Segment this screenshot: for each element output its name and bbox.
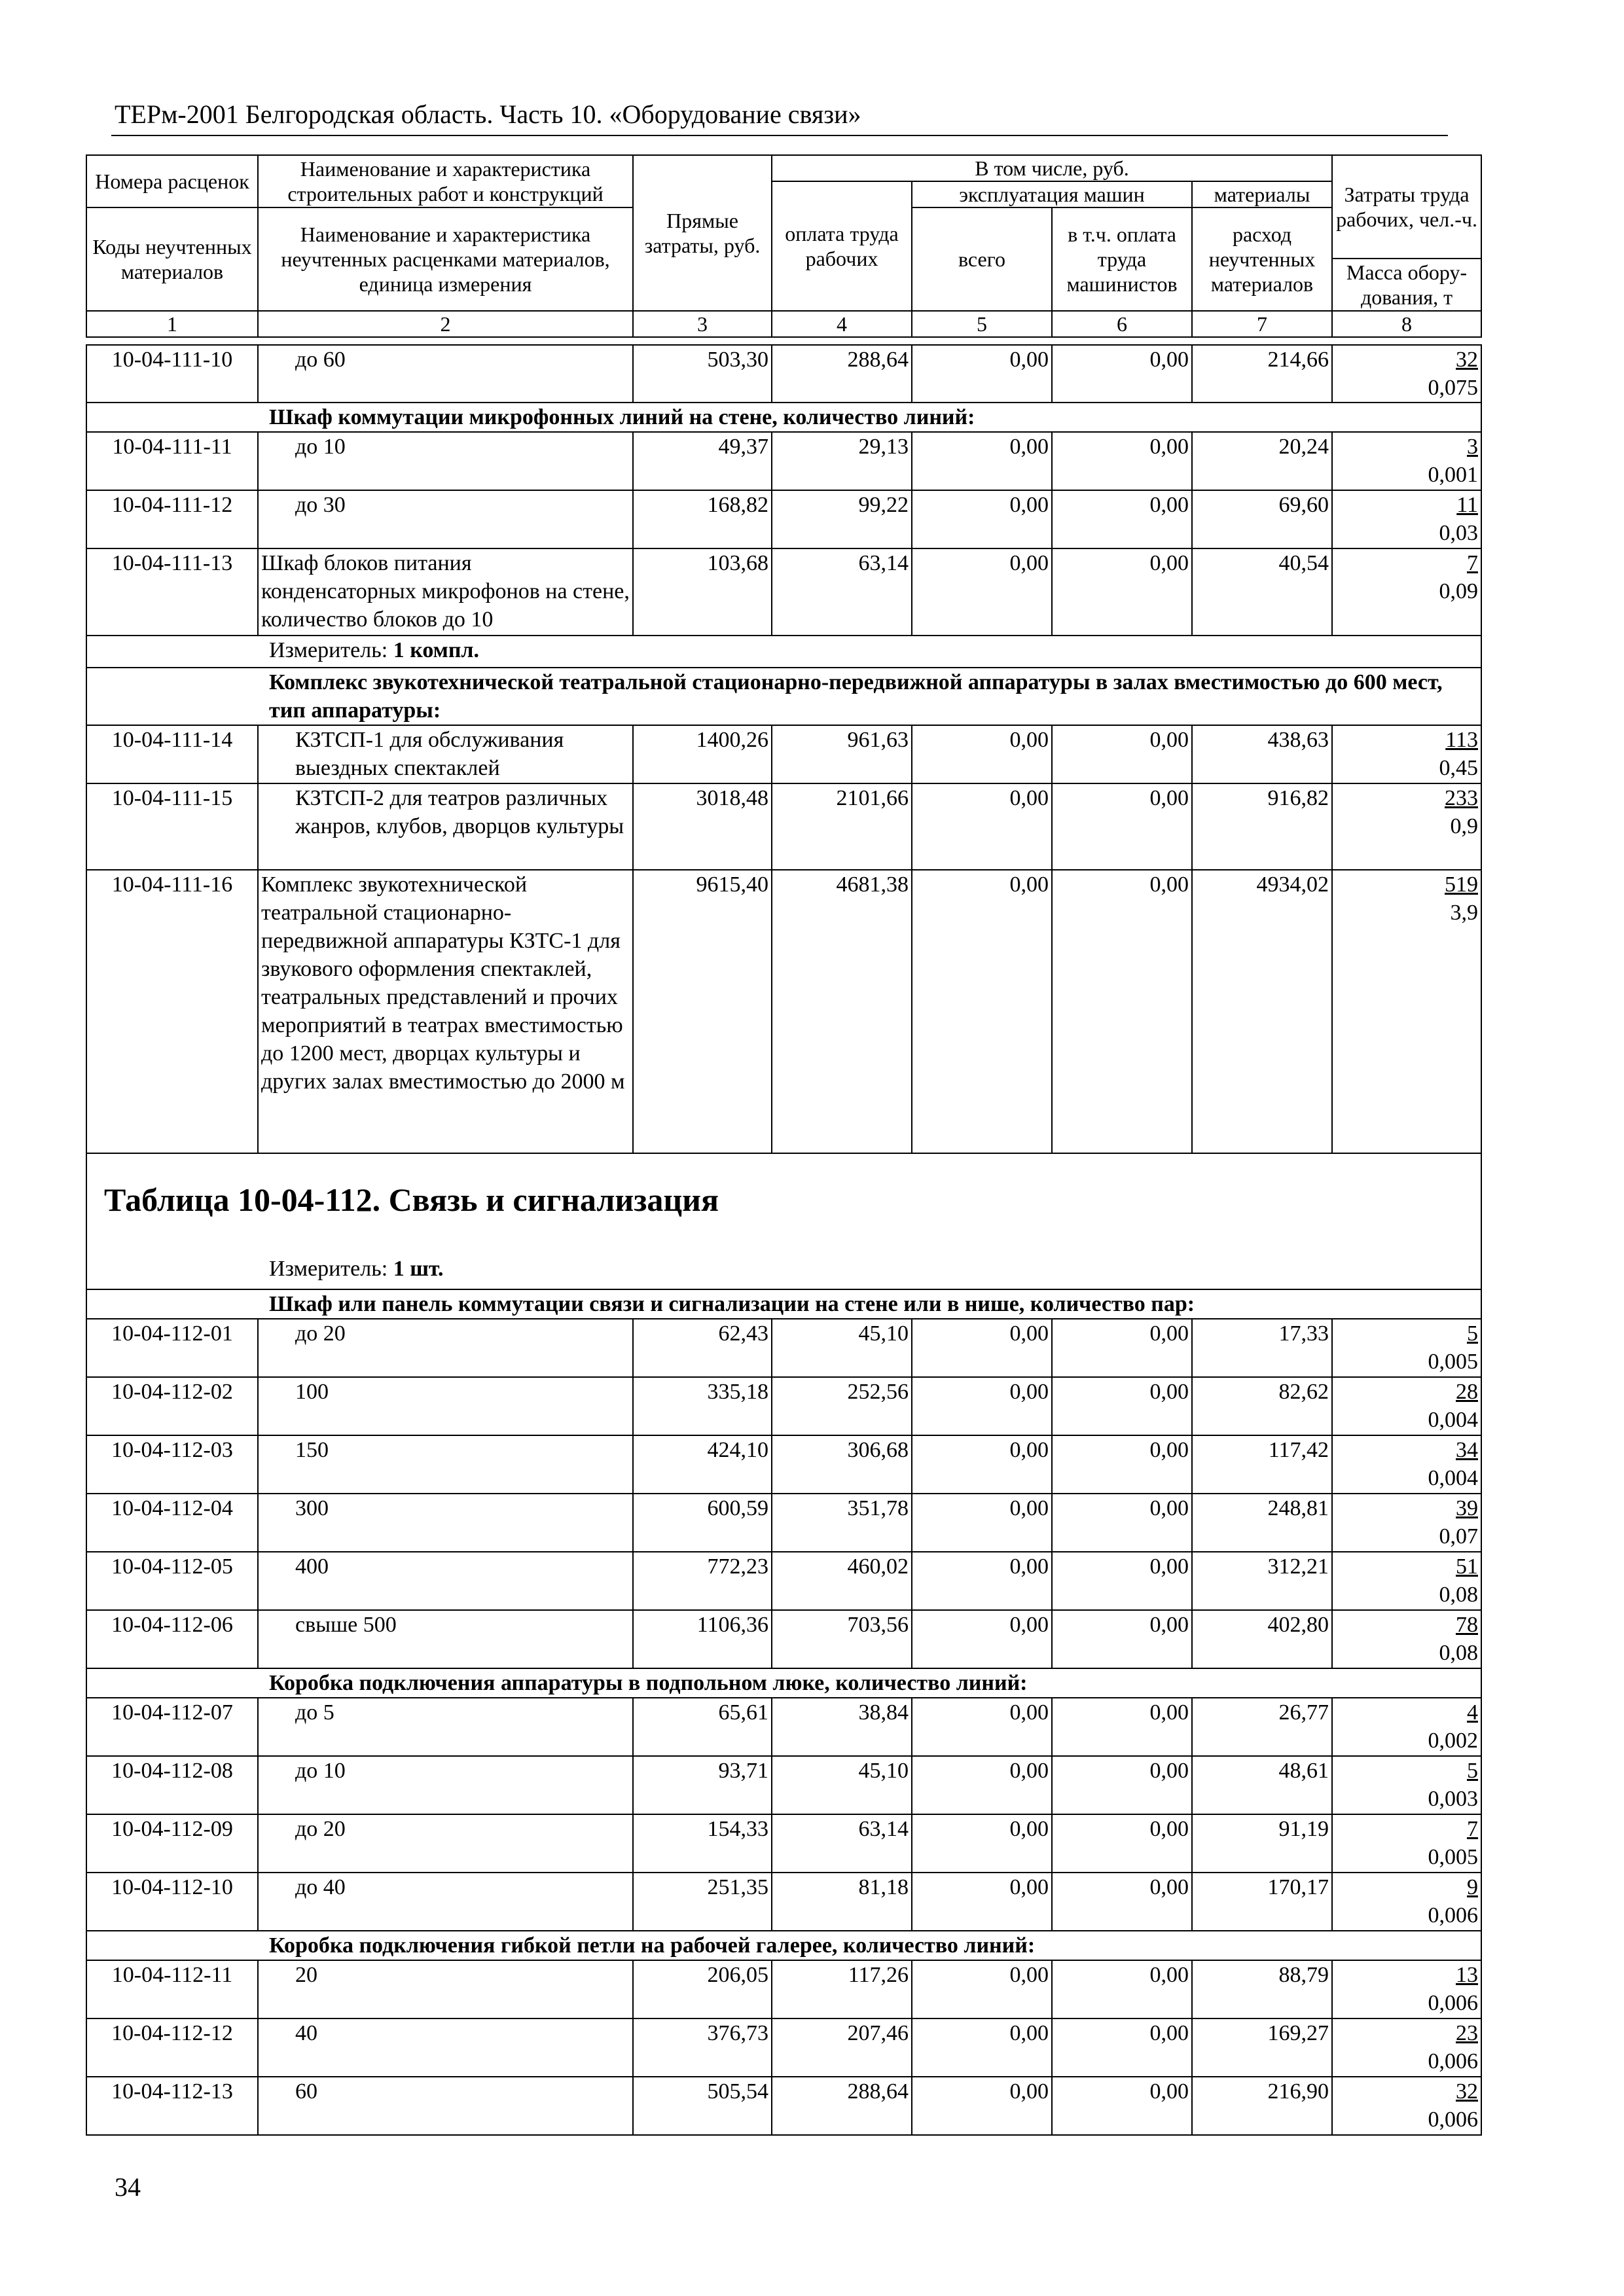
machines-wages: 0,00 <box>1052 2077 1192 2135</box>
labor-value: 23 <box>1456 2021 1478 2045</box>
materials: 117,42 <box>1192 1435 1332 1494</box>
measure-unit <box>86 636 1481 668</box>
direct-costs: 49,37 <box>633 432 772 490</box>
rate-code: 10-04-112-06 <box>86 1610 258 1668</box>
labor-and-mass <box>1332 432 1481 490</box>
machines-total: 0,00 <box>912 432 1052 490</box>
machines-wages: 0,00 <box>1052 490 1192 548</box>
direct-costs: 9615,40 <box>633 870 772 1153</box>
labor-value: 39 <box>1456 1496 1478 1520</box>
wages: 4681,38 <box>772 870 912 1153</box>
machines-wages: 0,00 <box>1052 1960 1192 2018</box>
rate-code: 10-04-112-07 <box>86 1698 258 1756</box>
labor-and-mass <box>1332 1552 1481 1610</box>
labor-value: 78 <box>1456 1613 1478 1637</box>
machines-total: 0,00 <box>912 548 1052 636</box>
labor-value: 11 <box>1456 493 1478 517</box>
work-name: 300 <box>258 1494 633 1552</box>
work-name: до 5 <box>258 1698 633 1756</box>
machines-wages: 0,00 <box>1052 1377 1192 1435</box>
labor-and-mass <box>1332 1435 1481 1494</box>
materials: 91,19 <box>1192 1814 1332 1873</box>
table-row <box>86 1552 1481 1610</box>
machines-wages: 0,00 <box>1052 783 1192 870</box>
work-name: до 30 <box>258 490 633 548</box>
section-title: Шкаф коммутации микрофонных линий на стене, количество линий: <box>86 403 1481 432</box>
materials: 170,17 <box>1192 1873 1332 1931</box>
materials: 88,79 <box>1192 1960 1332 2018</box>
rate-code: 10-04-112-03 <box>86 1435 258 1494</box>
machines-total: 0,00 <box>912 1610 1052 1668</box>
table-row <box>86 548 1481 636</box>
wages: 29,13 <box>772 432 912 490</box>
rate-code: 10-04-112-02 <box>86 1377 258 1435</box>
direct-costs: 65,61 <box>633 1698 772 1756</box>
labor-value: 7 <box>1467 1817 1478 1841</box>
machines-wages: 0,00 <box>1052 870 1192 1153</box>
table-row <box>86 1494 1481 1552</box>
wages: 306,68 <box>772 1435 912 1494</box>
wages: 63,14 <box>772 548 912 636</box>
labor-and-mass <box>1332 345 1481 403</box>
col-number: 8 <box>1332 311 1481 337</box>
table-title: Таблица 10-04-112. Связь и сигнализация <box>86 1153 1481 1255</box>
machines-total: 0,00 <box>912 1319 1052 1377</box>
labor-and-mass <box>1332 490 1481 548</box>
section-title: Коробка подключения аппаратуры в подпольном люке, количество линий: <box>86 1668 1481 1698</box>
direct-costs: 93,71 <box>633 1756 772 1814</box>
direct-costs: 62,43 <box>633 1319 772 1377</box>
mass-value: 0,075 <box>1428 376 1478 400</box>
machines-wages: 0,00 <box>1052 345 1192 403</box>
header-mass: Масса обору-дования, т <box>1332 259 1481 311</box>
rate-code: 10-04-112-12 <box>86 2018 258 2077</box>
labor-and-mass <box>1332 783 1481 870</box>
work-name: до 20 <box>258 1319 633 1377</box>
wages: 252,56 <box>772 1377 912 1435</box>
work-name: КЗТСП-1 для обслуживания выездных спектаклей <box>258 725 633 783</box>
labor-value: 4 <box>1467 1700 1478 1725</box>
header-machines-wages: в т.ч. оплата труда машинистов <box>1052 207 1192 311</box>
section-title: Комплекс звукотехнической театральной стационарно-передвижной аппаратуры в залах вместимостью до 600 мест, тип аппаратуры: <box>86 668 1481 725</box>
section-row <box>86 1289 1481 1319</box>
labor-and-mass <box>1332 870 1481 1153</box>
labor-value: 3 <box>1467 435 1478 459</box>
page-number: 34 <box>115 2172 141 2202</box>
machines-total: 0,00 <box>912 1552 1052 1610</box>
labor-value: 519 <box>1445 872 1478 897</box>
work-name: до 20 <box>258 1814 633 1873</box>
header-in-that: В том числе, руб. <box>772 155 1332 181</box>
rate-code: 10-04-111-14 <box>86 725 258 783</box>
direct-costs: 335,18 <box>633 1377 772 1435</box>
machines-wages: 0,00 <box>1052 1756 1192 1814</box>
col-number: 3 <box>633 311 772 337</box>
section-row <box>86 1931 1481 1960</box>
wages: 45,10 <box>772 1756 912 1814</box>
col-number: 2 <box>258 311 633 337</box>
direct-costs: 168,82 <box>633 490 772 548</box>
machines-wages: 0,00 <box>1052 1873 1192 1931</box>
table-row <box>86 490 1481 548</box>
labor-and-mass <box>1332 1377 1481 1435</box>
labor-value: 13 <box>1456 1963 1478 1987</box>
mass-value: 0,005 <box>1428 1845 1478 1869</box>
rate-code: 10-04-112-11 <box>86 1960 258 2018</box>
machines-total: 0,00 <box>912 1435 1052 1494</box>
table-row <box>86 1814 1481 1873</box>
mass-value: 0,001 <box>1428 463 1478 487</box>
price-table <box>86 344 1482 2136</box>
labor-and-mass <box>1332 2018 1481 2077</box>
wages: 703,56 <box>772 1610 912 1668</box>
materials: 248,81 <box>1192 1494 1332 1552</box>
table-row <box>86 1610 1481 1668</box>
mass-value: 0,003 <box>1428 1787 1478 1811</box>
mass-value: 3,9 <box>1450 901 1478 925</box>
table-row <box>86 1960 1481 2018</box>
materials: 214,66 <box>1192 345 1332 403</box>
materials: 48,61 <box>1192 1756 1332 1814</box>
running-header: ТЕРм-2001 Белгородская область. Часть 10. «Оборудование связи» <box>115 99 861 129</box>
direct-costs: 103,68 <box>633 548 772 636</box>
mass-value: 0,006 <box>1428 2108 1478 2132</box>
table-header <box>86 154 1482 338</box>
materials: 40,54 <box>1192 548 1332 636</box>
rate-code: 10-04-111-11 <box>86 432 258 490</box>
machines-wages: 0,00 <box>1052 1435 1192 1494</box>
wages: 207,46 <box>772 2018 912 2077</box>
mass-value: 0,002 <box>1428 1729 1478 1753</box>
wages: 961,63 <box>772 725 912 783</box>
machines-total: 0,00 <box>912 1873 1052 1931</box>
col-number: 7 <box>1192 311 1332 337</box>
machines-total: 0,00 <box>912 345 1052 403</box>
direct-costs: 772,23 <box>633 1552 772 1610</box>
rate-code: 10-04-112-10 <box>86 1873 258 1931</box>
measure-value: 1 компл. <box>393 638 480 662</box>
machines-total: 0,00 <box>912 1494 1052 1552</box>
machines-wages: 0,00 <box>1052 2018 1192 2077</box>
rate-code: 10-04-111-10 <box>86 345 258 403</box>
labor-and-mass <box>1332 2077 1481 2135</box>
work-name: до 60 <box>258 345 633 403</box>
labor-and-mass <box>1332 1319 1481 1377</box>
labor-value: 9 <box>1467 1875 1478 1899</box>
rate-code: 10-04-112-08 <box>86 1756 258 1814</box>
materials: 26,77 <box>1192 1698 1332 1756</box>
machines-total: 0,00 <box>912 2077 1052 2135</box>
materials: 69,60 <box>1192 490 1332 548</box>
header-machines-total: всего <box>912 207 1052 311</box>
labor-value: 28 <box>1456 1380 1478 1404</box>
materials: 82,62 <box>1192 1377 1332 1435</box>
labor-value: 5 <box>1467 1759 1478 1783</box>
rate-code: 10-04-111-16 <box>86 870 258 1153</box>
wages: 288,64 <box>772 345 912 403</box>
measure-label: Измеритель: <box>269 638 388 662</box>
direct-costs: 154,33 <box>633 1814 772 1873</box>
machines-wages: 0,00 <box>1052 1610 1192 1668</box>
header-name-bottom: Наименование и характеристика неучтенных расценками материалов, единица измерения <box>258 207 633 311</box>
labor-and-mass <box>1332 725 1481 783</box>
header-labor: Затраты труда рабочих, чел.-ч. <box>1332 155 1481 259</box>
table-row <box>86 870 1481 1153</box>
machines-total: 0,00 <box>912 1698 1052 1756</box>
work-name: 20 <box>258 1960 633 2018</box>
work-name: до 10 <box>258 432 633 490</box>
measure-label: Измеритель: <box>269 1257 388 1281</box>
machines-total: 0,00 <box>912 1814 1052 1873</box>
section-row <box>86 668 1481 725</box>
machines-total: 0,00 <box>912 490 1052 548</box>
machines-total: 0,00 <box>912 1756 1052 1814</box>
materials: 438,63 <box>1192 725 1332 783</box>
labor-and-mass <box>1332 548 1481 636</box>
direct-costs: 1106,36 <box>633 1610 772 1668</box>
work-name: до 10 <box>258 1756 633 1814</box>
materials: 169,27 <box>1192 2018 1332 2077</box>
mass-value: 0,005 <box>1428 1350 1478 1374</box>
mass-value: 0,9 <box>1450 814 1478 838</box>
wages: 460,02 <box>772 1552 912 1610</box>
rate-code: 10-04-112-05 <box>86 1552 258 1610</box>
table-row <box>86 1756 1481 1814</box>
table-row <box>86 1435 1481 1494</box>
header-materials: материалы <box>1192 181 1332 207</box>
materials: 916,82 <box>1192 783 1332 870</box>
mass-value: 0,006 <box>1428 2049 1478 2073</box>
materials: 4934,02 <box>1192 870 1332 1153</box>
machines-wages: 0,00 <box>1052 725 1192 783</box>
labor-and-mass <box>1332 1814 1481 1873</box>
labor-and-mass <box>1332 1698 1481 1756</box>
measure-value: 1 шт. <box>393 1257 444 1281</box>
rate-code: 10-04-111-12 <box>86 490 258 548</box>
work-name: 60 <box>258 2077 633 2135</box>
direct-costs: 1400,26 <box>633 725 772 783</box>
mass-value: 0,03 <box>1439 521 1478 545</box>
wages: 99,22 <box>772 490 912 548</box>
work-name: до 40 <box>258 1873 633 1931</box>
table-row <box>86 725 1481 783</box>
direct-costs: 376,73 <box>633 2018 772 2077</box>
rate-code: 10-04-111-13 <box>86 548 258 636</box>
work-name: КЗТСП-2 для театров различных жанров, клубов, дворцов культуры <box>258 783 633 870</box>
labor-value: 5 <box>1467 1321 1478 1346</box>
labor-value: 51 <box>1456 1554 1478 1579</box>
work-name: Комплекс звукотехнической театральной стационарно-передвижной аппаратуры КЗТС-1 для звукового оформления спектаклей, театральных представлений и прочих мероприятий в театрах вместимостью до 1200 мест, дворцах культуры и других залах вместимостью до 2000 м <box>258 870 633 1153</box>
rate-code: 10-04-112-13 <box>86 2077 258 2135</box>
section-title: Шкаф или панель коммутации связи и сигнализации на стене или в нише, количество пар: <box>86 1289 1481 1319</box>
wages: 288,64 <box>772 2077 912 2135</box>
mass-value: 0,006 <box>1428 1903 1478 1928</box>
machines-total: 0,00 <box>912 1960 1052 2018</box>
labor-value: 34 <box>1456 1438 1478 1462</box>
table-row <box>86 345 1481 403</box>
machines-total: 0,00 <box>912 783 1052 870</box>
work-name: 150 <box>258 1435 633 1494</box>
machines-wages: 0,00 <box>1052 548 1192 636</box>
materials: 17,33 <box>1192 1319 1332 1377</box>
header-codes-top: Номера расценок <box>86 155 258 207</box>
header-name-top: Наименование и характеристика строительных работ и конструкций <box>258 155 633 207</box>
header-rule <box>111 135 1448 136</box>
machines-total: 0,00 <box>912 2018 1052 2077</box>
measure-row <box>86 636 1481 668</box>
work-name: Шкаф блоков питания конденсаторных микрофонов на стене, количество блоков до 10 <box>258 548 633 636</box>
work-name: свыше 500 <box>258 1610 633 1668</box>
wages: 63,14 <box>772 1814 912 1873</box>
direct-costs: 503,30 <box>633 345 772 403</box>
machines-wages: 0,00 <box>1052 1319 1192 1377</box>
mass-value: 0,004 <box>1428 1466 1478 1490</box>
mass-value: 0,09 <box>1439 579 1478 603</box>
materials: 216,90 <box>1192 2077 1332 2135</box>
mass-value: 0,004 <box>1428 1408 1478 1432</box>
mass-value: 0,006 <box>1428 1991 1478 2015</box>
mass-value: 0,45 <box>1439 756 1478 780</box>
labor-value: 32 <box>1456 2079 1478 2104</box>
labor-and-mass <box>1332 1873 1481 1931</box>
work-name: 100 <box>258 1377 633 1435</box>
table-row <box>86 2077 1481 2135</box>
labor-value: 233 <box>1445 786 1478 810</box>
wages: 81,18 <box>772 1873 912 1931</box>
machines-total: 0,00 <box>912 725 1052 783</box>
header-direct-costs: Прямые затраты, руб. <box>633 155 772 311</box>
direct-costs: 251,35 <box>633 1873 772 1931</box>
wages: 38,84 <box>772 1698 912 1756</box>
rate-code: 10-04-112-09 <box>86 1814 258 1873</box>
table-row <box>86 1377 1481 1435</box>
wages: 45,10 <box>772 1319 912 1377</box>
direct-costs: 424,10 <box>633 1435 772 1494</box>
col-number: 6 <box>1052 311 1192 337</box>
table-row <box>86 1873 1481 1931</box>
column-numbers-row <box>86 311 1481 337</box>
header-machines: эксплуатация машин <box>912 181 1192 207</box>
work-name: 400 <box>258 1552 633 1610</box>
table-row <box>86 1698 1481 1756</box>
table-row <box>86 2018 1481 2077</box>
labor-and-mass <box>1332 1756 1481 1814</box>
mass-value: 0,08 <box>1439 1641 1478 1665</box>
section-title: Коробка подключения гибкой петли на рабочей галерее, количество линий: <box>86 1931 1481 1960</box>
rate-code: 10-04-112-04 <box>86 1494 258 1552</box>
materials: 402,80 <box>1192 1610 1332 1668</box>
measure-unit <box>86 1255 1481 1289</box>
header-wages: оплата труда рабочих <box>772 181 912 311</box>
labor-and-mass <box>1332 1610 1481 1668</box>
table-title-row <box>86 1153 1481 1255</box>
labor-and-mass <box>1332 1960 1481 2018</box>
section-row <box>86 403 1481 432</box>
rate-code: 10-04-111-15 <box>86 783 258 870</box>
measure-row <box>86 1255 1481 1289</box>
rate-code: 10-04-112-01 <box>86 1319 258 1377</box>
work-name: 40 <box>258 2018 633 2077</box>
wages: 2101,66 <box>772 783 912 870</box>
header-materials-unaccounted: расход неучтенных материалов <box>1192 207 1332 311</box>
table-row <box>86 1319 1481 1377</box>
labor-value: 32 <box>1456 348 1478 372</box>
table-row <box>86 783 1481 870</box>
col-number: 1 <box>86 311 258 337</box>
materials: 312,21 <box>1192 1552 1332 1610</box>
machines-wages: 0,00 <box>1052 1494 1192 1552</box>
direct-costs: 600,59 <box>633 1494 772 1552</box>
section-row <box>86 1668 1481 1698</box>
machines-total: 0,00 <box>912 870 1052 1153</box>
machines-wages: 0,00 <box>1052 1698 1192 1756</box>
labor-and-mass <box>1332 1494 1481 1552</box>
direct-costs: 3018,48 <box>633 783 772 870</box>
labor-value: 113 <box>1445 728 1478 752</box>
mass-value: 0,07 <box>1439 1524 1478 1549</box>
direct-costs: 505,54 <box>633 2077 772 2135</box>
materials: 20,24 <box>1192 432 1332 490</box>
direct-costs: 206,05 <box>633 1960 772 2018</box>
wages: 117,26 <box>772 1960 912 2018</box>
labor-value: 7 <box>1467 551 1478 575</box>
col-number: 4 <box>772 311 912 337</box>
mass-value: 0,08 <box>1439 1583 1478 1607</box>
wages: 351,78 <box>772 1494 912 1552</box>
machines-wages: 0,00 <box>1052 1552 1192 1610</box>
header-codes-bottom: Коды неучтенных материалов <box>86 207 258 311</box>
col-number: 5 <box>912 311 1052 337</box>
table-row <box>86 432 1481 490</box>
machines-wages: 0,00 <box>1052 432 1192 490</box>
machines-wages: 0,00 <box>1052 1814 1192 1873</box>
machines-total: 0,00 <box>912 1377 1052 1435</box>
